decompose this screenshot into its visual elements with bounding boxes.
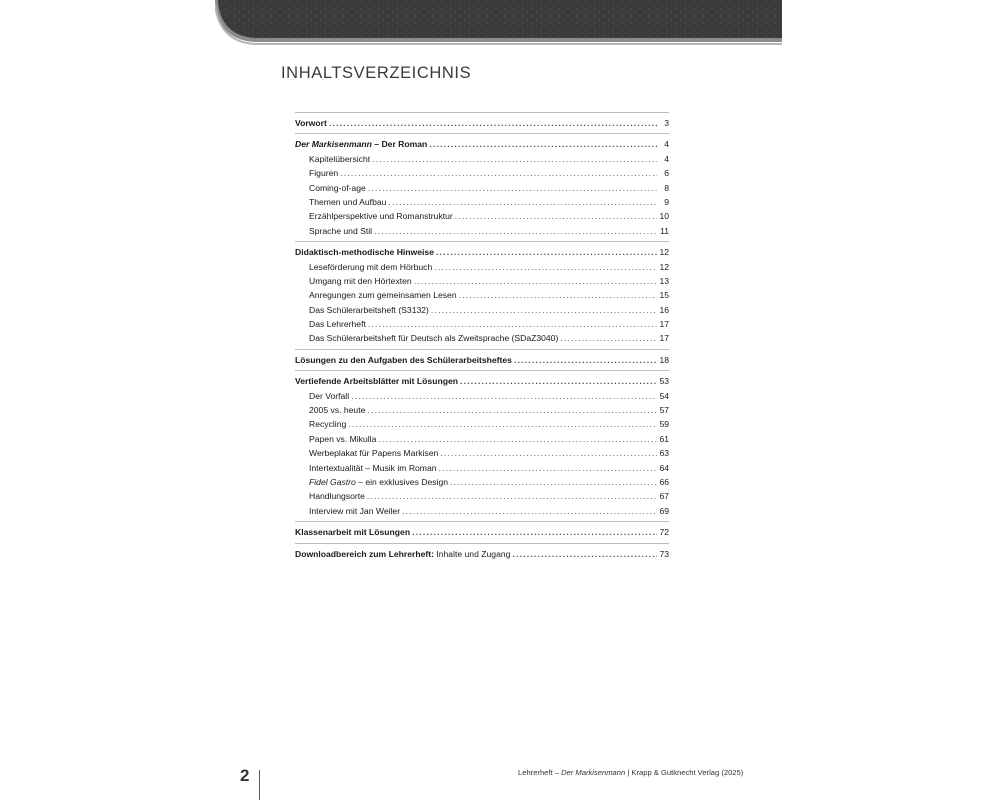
toc-page-number: 67	[659, 491, 669, 502]
page-title: INHALTSVERZEICHNIS	[281, 64, 472, 82]
table-of-contents	[295, 112, 669, 564]
toc-leader-dots	[367, 489, 657, 503]
toc-section-row	[295, 116, 669, 130]
toc-subsection-row	[295, 274, 669, 288]
toc-subsection-row	[295, 166, 669, 180]
footer-text-pre: Lehrerheft –	[518, 768, 562, 777]
toc-section	[295, 134, 669, 241]
toc-leader-dots	[368, 181, 657, 195]
toc-page-number: 15	[659, 290, 669, 301]
toc-page-number: 18	[659, 354, 669, 365]
toc-page-number: 72	[659, 527, 669, 538]
toc-entry-label: Handlungsorte	[309, 491, 365, 502]
toc-subsection-row	[295, 303, 669, 317]
footer-text-post: | Krapp & Gutknecht Verlag (2025)	[625, 768, 744, 777]
page-number: 2	[240, 766, 250, 785]
toc-page-number: 12	[659, 247, 669, 258]
toc-leader-dots	[402, 504, 657, 518]
toc-page-number: 69	[659, 505, 669, 516]
toc-subsection-row	[295, 489, 669, 503]
toc-entry-label: Vertiefende Arbeitsblätter mit Lösungen	[295, 376, 458, 387]
toc-page-number: 3	[664, 118, 669, 128]
toc-leader-dots	[429, 137, 657, 151]
toc-entry-label: Das Lehrerheft	[309, 319, 366, 330]
header-band	[215, 0, 782, 46]
toc-leader-dots	[340, 166, 657, 180]
toc-entry-label: Kapitelübersicht	[309, 153, 371, 164]
toc-page-number: 57	[659, 405, 669, 416]
toc-page-number: 6	[664, 168, 669, 179]
toc-leader-dots	[512, 547, 657, 561]
toc-page-number: 64	[659, 462, 669, 473]
toc-leader-dots	[368, 317, 657, 331]
toc-leader-dots	[459, 288, 657, 302]
toc-entry-label: Papen vs. Mikulla	[309, 433, 377, 444]
toc-leader-dots	[414, 274, 657, 288]
toc-section-row	[295, 353, 669, 367]
toc-leader-dots	[329, 116, 657, 130]
toc-entry-label: Der Markisenmann – Der Roman	[295, 139, 428, 150]
toc-page-number: 12	[659, 261, 669, 272]
toc-subsection-row	[295, 432, 669, 446]
toc-entry-label: Intertextualität – Musik im Roman	[309, 462, 437, 473]
toc-leader-dots	[514, 353, 657, 367]
toc-entry-label: 2005 vs. heute	[309, 405, 366, 416]
toc-entry-label: Werbeplakat für Papens Markisen	[309, 448, 439, 459]
toc-entry-label: Der Vorfall	[309, 390, 350, 401]
toc-subsection-row	[295, 389, 669, 403]
toc-page-number: 63	[659, 448, 669, 459]
toc-entry-label: Recycling	[309, 419, 347, 430]
toc-entry-label: Das Schülerarbeitsheft (S3132)	[309, 304, 429, 315]
toc-section	[295, 350, 669, 370]
footer-text-italic: Der Markisenmann	[561, 768, 626, 777]
toc-leader-dots	[374, 224, 657, 238]
toc-page-number: 13	[659, 275, 669, 286]
toc-page-number: 4	[664, 153, 669, 164]
toc-subsection-row	[295, 417, 669, 431]
toc-section-row	[295, 245, 669, 259]
toc-entry-label: Figuren	[309, 168, 339, 179]
toc-section	[295, 522, 669, 542]
toc-page-number: 73	[659, 548, 669, 559]
header-decoration	[215, 0, 782, 46]
toc-subsection-row	[295, 504, 669, 518]
toc-entry-label: Anregungen zum gemeinsamen Lesen	[309, 290, 457, 301]
toc-section	[295, 544, 669, 564]
toc-subsection-row	[295, 209, 669, 223]
toc-leader-dots	[434, 260, 657, 274]
toc-page-number: 8	[664, 182, 669, 193]
toc-leader-dots	[460, 374, 657, 388]
toc-leader-dots	[560, 331, 657, 345]
toc-section-row	[295, 137, 669, 151]
toc-page-number: 10	[659, 211, 669, 222]
toc-section-row	[295, 525, 669, 539]
toc-leader-dots	[436, 245, 657, 259]
toc-section	[295, 113, 669, 133]
toc-subsection-row	[295, 317, 669, 331]
toc-leader-dots	[388, 195, 657, 209]
toc-leader-dots	[372, 152, 657, 166]
toc-subsection-row	[295, 446, 669, 460]
toc-entry-label: Coming-of-age	[309, 182, 366, 193]
toc-entry-label: Downloadbereich zum Lehrerheft: Inhalte und Zugang	[295, 548, 511, 559]
toc-entry-label: Das Schülerarbeitsheft für Deutsch als Zweitsprache (SDaZ3040)	[309, 333, 559, 344]
toc-subsection-row	[295, 181, 669, 195]
toc-subsection-row	[295, 195, 669, 209]
toc-section	[295, 242, 669, 349]
toc-entry-label: Umgang mit den Hörtexten	[309, 275, 412, 286]
toc-entry-label: Leseförderung mit dem Hörbuch	[309, 261, 433, 272]
toc-entry-label: Vorwort	[295, 118, 327, 128]
footer-text	[518, 768, 743, 777]
toc-page-number: 17	[659, 333, 669, 344]
toc-entry-label: Lösungen zu den Aufgaben des Schülerarbeitsheftes	[295, 354, 512, 365]
toc-leader-dots	[351, 389, 657, 403]
toc-subsection-row	[295, 331, 669, 345]
toc-entry-label: Fidel Gastro – ein exklusives Design	[309, 476, 449, 487]
toc-page-number: 54	[659, 390, 669, 401]
toc-entry-label: Erzählperspektive und Romanstruktur	[309, 211, 453, 222]
toc-subsection-row	[295, 152, 669, 166]
toc-subsection-row	[295, 288, 669, 302]
toc-leader-dots	[450, 475, 657, 489]
toc-section	[295, 371, 669, 521]
toc-subsection-row	[295, 260, 669, 274]
toc-page-number: 53	[659, 376, 669, 387]
toc-subsection-row	[295, 224, 669, 238]
footer-divider	[259, 770, 260, 800]
toc-entry-label: Interview mit Jan Weiler	[309, 505, 401, 516]
toc-page-number: 16	[659, 304, 669, 315]
toc-leader-dots	[455, 209, 657, 223]
toc-entry-label: Sprache und Stil	[309, 225, 373, 236]
toc-entry-label: Themen und Aufbau	[309, 196, 387, 207]
toc-subsection-row	[295, 461, 669, 475]
toc-leader-dots	[412, 525, 657, 539]
toc-page-number: 17	[659, 319, 669, 330]
toc-entry-label: Klassenarbeit mit Lösungen	[295, 527, 411, 538]
toc-subsection-row	[295, 475, 669, 489]
toc-leader-dots	[431, 303, 657, 317]
toc-entry-label: Didaktisch-methodische Hinweise	[295, 247, 434, 258]
toc-leader-dots	[440, 446, 657, 460]
toc-leader-dots	[378, 432, 657, 446]
toc-page-number: 9	[664, 196, 669, 207]
toc-leader-dots	[439, 461, 657, 475]
toc-page-number: 59	[659, 419, 669, 430]
toc-leader-dots	[348, 417, 657, 431]
toc-leader-dots	[367, 403, 657, 417]
toc-page-number: 66	[659, 476, 669, 487]
toc-subsection-row	[295, 403, 669, 417]
toc-section-row	[295, 547, 669, 561]
toc-page-number: 4	[664, 139, 669, 150]
toc-section-row	[295, 374, 669, 388]
toc-page-number: 61	[659, 433, 669, 444]
toc-page-number: 11	[660, 225, 669, 236]
